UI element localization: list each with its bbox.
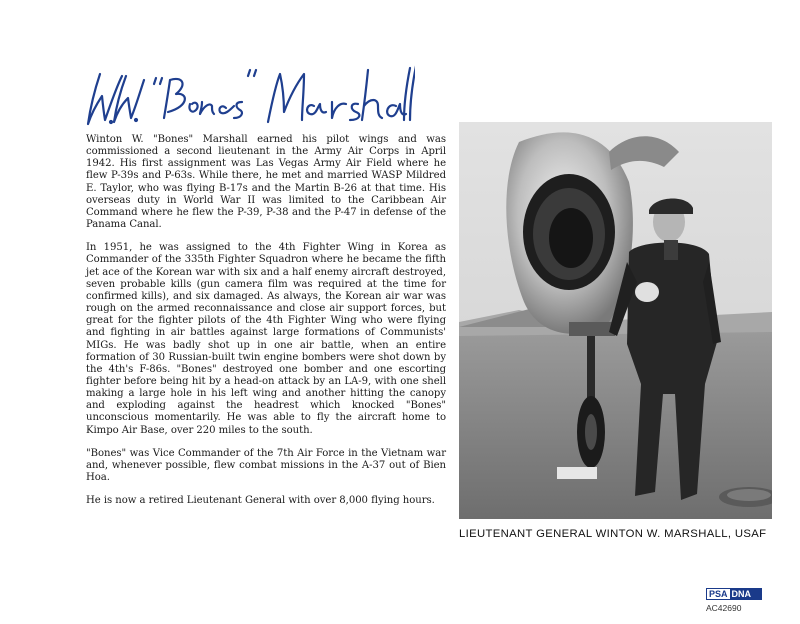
certification-number: AC42690 — [706, 603, 742, 613]
bio-paragraph-3: "Bones" was Vice Commander of the 7th Air Force in the Vietnam war and, whenever possible, flew combat missions in the A-37 out of Bien Hoa. — [86, 447, 446, 484]
photo-caption: LIEUTENANT GENERAL WINTON W. MARSHALL, USAF — [459, 528, 767, 540]
bio-paragraph-4: He is now a retired Lieutenant General with over 8,000 flying hours. — [86, 495, 435, 507]
psa-logo-text: PSA — [709, 589, 728, 599]
bio-paragraph-1: Winton W. "Bones" Marshall earned his pilot wings and was commissioned a second lieutenant in the Army Air Corps in April 1942. His first assignment was Las Vegas Army Air Field where he flew P-39s and P-63s. While there, he met and married WASP Mildred E. Taylor, who was flying B-17s and the Martin B-26 at that time. His overseas duty in World War II was limited to the Caribbean Air Command where he flew the P-39, P-38 and the P-47 in defense of the Panama Canal. — [86, 134, 446, 231]
autograph-signature — [70, 62, 415, 132]
signature-ink-icon — [70, 62, 415, 132]
psa-dna-logo — [706, 588, 762, 600]
bio-paragraph-2: In 1951, he was assigned to the 4th Fighter Wing in Korea as Commander of the 335th Fighter Squadron where he became the fifth jet ace of the Korean war with six and a half enemy aircraft destroyed, seven probable kills (gun camera film was required at the time for confirmed kills), and six damaged. As always, the Korean air war was rough on the armed reconnaissance and close air support forces, but great for the fighter pilots of the 4th Fighter Wing who were flying and fighting in air battles against large formations of Communists' MIGs. He was badly shot up in one air battle, when an entire formation of 30 Russian-built twin engine bombers were shot down by the 4th's F-86s. "Bones" destroyed one bomber and one escorting fighter before being hit by a head-on attack by an LA-9, with one shell making a large hole in his left wing and another hitting the canopy and exploding against the headrest which knocked "Bones" unconscious momentarily. He was able to fly the aircraft home to Kimpo Air Base, over 220 miles to the south. — [86, 242, 446, 436]
biography-text — [86, 134, 446, 518]
pilot-with-jet-photo-icon — [459, 122, 772, 519]
dna-logo-text: DNA — [730, 589, 761, 599]
pilot-photo — [459, 122, 772, 519]
